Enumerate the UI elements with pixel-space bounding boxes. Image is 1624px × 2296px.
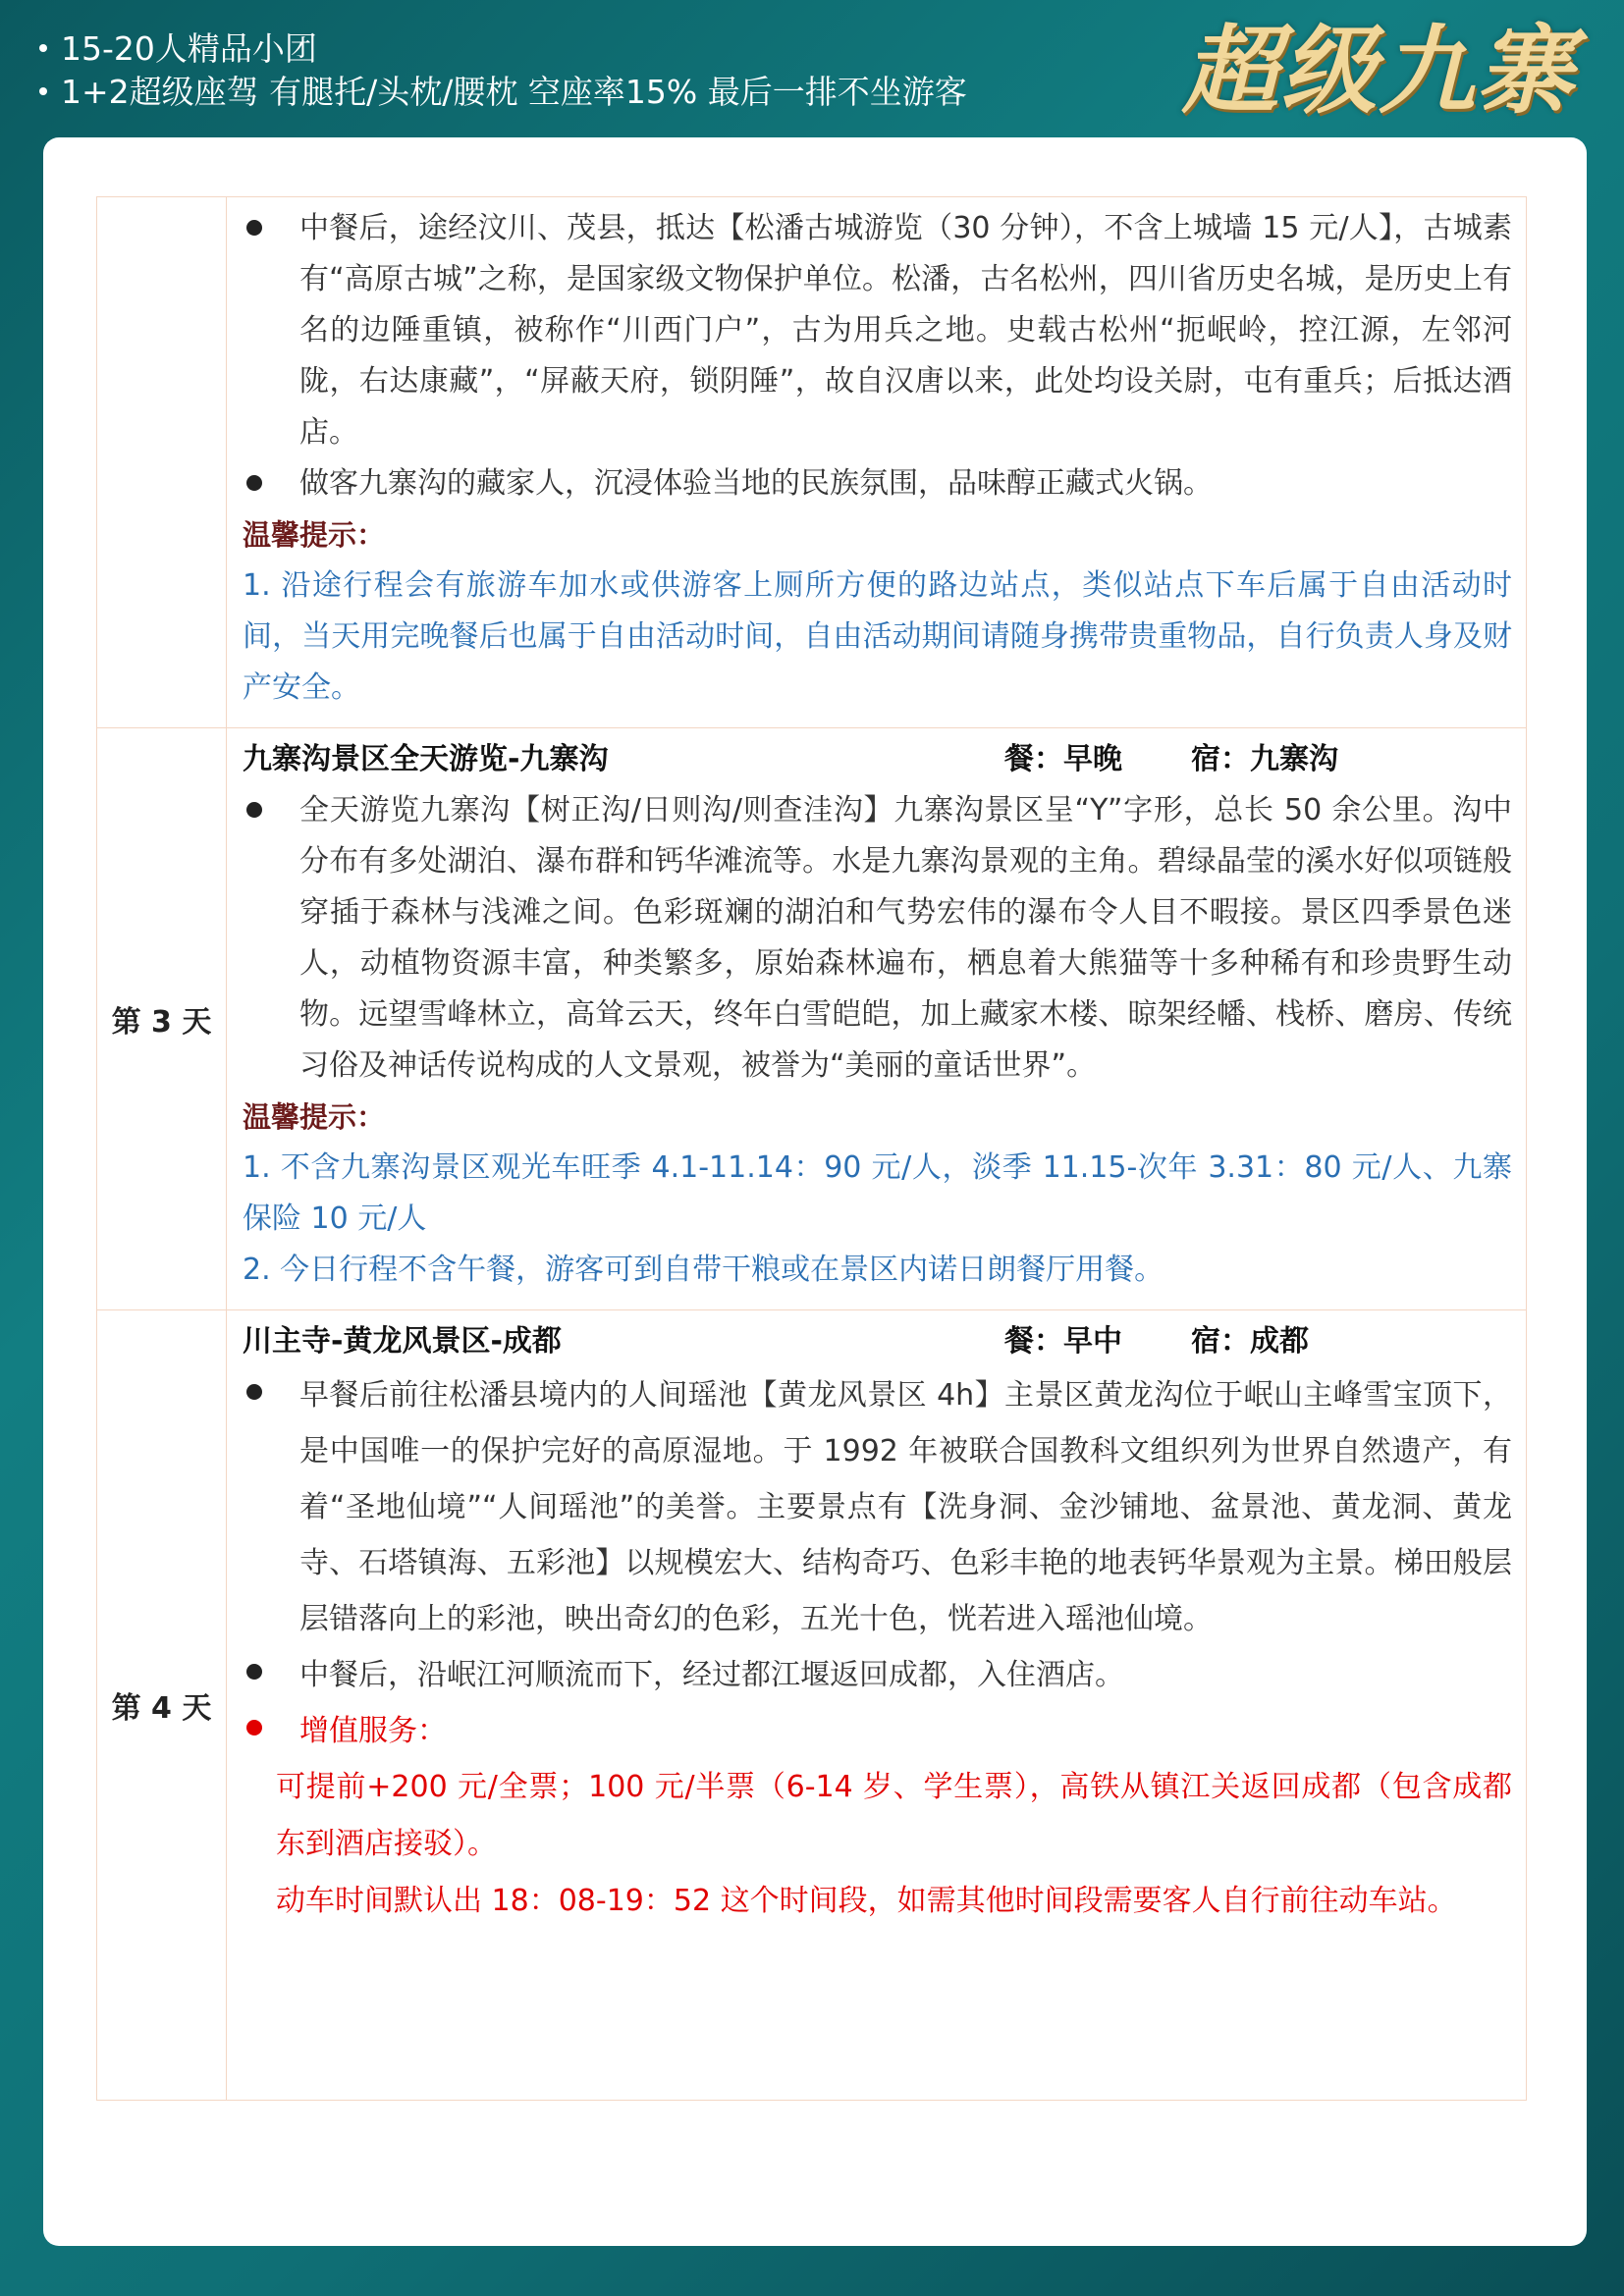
itinerary-card xyxy=(43,137,1587,2246)
itinerary-row xyxy=(97,1310,1527,2101)
day-label-cell: 第 4 天 xyxy=(97,1310,227,2101)
day-title-row xyxy=(243,1316,1512,1367)
list-item-text: 全天游览九寨沟【树正沟/日则沟/则查洼沟】九寨沟景区呈“Y”字形，总长 50 余公里。沟中分布有多处湖泊、瀑布群和钙华滩流等。水是九寨沟景观的主角。碧绿晶莹的溪水好似项链般穿插于森林与浅滩之间。色彩斑斓的湖泊和气势宏伟的瀑布令人目不暇接。景区四季景色迷人，动植物资源丰富，种类繁多，原始森林遍布，栖息着大熊猫等十多种稀有和珍贵野生动物。远望雪峰林立，高耸云天，终年白雪皑皑，加上藏家木楼、晾架经幡、栈桥、磨房、传统习俗及神话传说构成的人文景观，被誉为“美丽的童话世界”。 xyxy=(299,793,1512,1083)
brand-logo: 超级九寨 xyxy=(1181,15,1575,128)
stay-info: 宿：九寨沟 xyxy=(1191,742,1338,776)
bullet-dot-icon xyxy=(243,458,299,509)
itinerary-row xyxy=(97,728,1527,1310)
list-item-text: 中餐后，途经汶川、茂县，抵达【松潘古城游览（30 分钟），不含上城墙 15 元/人】，古城素有“高原古城”之称，是国家级文物保护单位。松潘，古名松州，四川省历史名城，是历史上有名的边陲重镇，被称作“川西门户”，古为用兵之地。史载古松州“扼岷岭，控江源，左邻河陇，右达康藏”，“屏蔽天府，锁阴陲”，故自汉唐以来，此处均设关尉，屯有重兵；后抵达酒店。 xyxy=(299,211,1512,450)
list-item xyxy=(243,458,1512,509)
service-title: 增值服务： xyxy=(299,1714,447,1748)
header-bullet xyxy=(39,27,967,71)
day-title-row xyxy=(243,734,1512,785)
tip-text: 2. 今日行程不含午餐，游客可到自带干粮或在景区内诺日朗餐厅用餐。 xyxy=(243,1253,1164,1287)
list-item-text: 早餐后前往松潘县境内的人间瑶池【黄龙风景区 4h】主景区黄龙沟位于岷山主峰雪宝顶下，是中国唯一的保护完好的高原湿地。于 1992 年被联合国教科文组织列为世界自然遗产，有着“圣地仙境”“人间瑶池”的美誉。主要景点有【洗身洞、金沙铺地、盆景池、黄龙洞、黄龙寺、石塔镇海、五彩池】以规模宏大、结构奇巧、色彩丰艳的地表钙华景观为主景。梯田般层层错落向上的彩池，映出奇幻的色彩，五光十色，恍若进入瑶池仙境。 xyxy=(299,1378,1512,1636)
header-bullets xyxy=(39,27,967,114)
itinerary-row xyxy=(97,197,1527,728)
day-content-cell xyxy=(227,1310,1527,2101)
tip-text: 1. 沿途行程会有旅游车加水或供游客上厕所方便的路边站点，类似站点下车后属于自由活动时间，当天用完晚餐后也属于自由活动时间，自由活动期间请随身携带贵重物品，自行负责人身及财产安全。 xyxy=(243,568,1512,705)
day-content-cell xyxy=(227,728,1527,1310)
day-title: 九寨沟景区全天游览-九寨沟 xyxy=(243,742,609,776)
tip-title: 温馨提示： xyxy=(243,1100,386,1134)
stay-info: 宿：成都 xyxy=(1191,1324,1309,1359)
list-item-text: 做客九寨沟的藏家人，沉浸体验当地的民族氛围，品味醇正藏式火锅。 xyxy=(299,466,1213,501)
header-bullet xyxy=(39,71,967,114)
header-bullet-text: 1+2超级座驾 有腿托/头枕/腰枕 空座率15% 最后一排不坐游客 xyxy=(61,73,967,111)
bullet-dot-icon xyxy=(243,785,299,1092)
list-item xyxy=(243,1647,1512,1703)
day-label-cell: 第 3 天 xyxy=(97,728,227,1310)
header-bullet-text: 15-20人精品小团 xyxy=(61,29,317,68)
red-bullet-dot-icon xyxy=(243,1703,299,1759)
tip-text: 1. 不含九寨沟景区观光车旺季 4.1-11.14：90 元/人，淡季 11.15-次年 3.31：80 元/人、九寨保险 10 元/人 xyxy=(243,1150,1512,1236)
meals-info: 餐：早中 xyxy=(1004,1324,1122,1359)
service-text: 可提前+200 元/全票；100 元/半票（6-14 岁、学生票），高铁从镇江关返回成都（包含成都东到酒店接驳）。 xyxy=(276,1770,1512,1861)
list-item xyxy=(243,203,1512,458)
day-title: 川主寺-黄龙风景区-成都 xyxy=(243,1324,562,1359)
service-text: 动车时间默认出 18：08-19：52 这个时间段，如需其他时间段需要客人自行前往动车站。 xyxy=(276,1884,1457,1918)
day-content-cell xyxy=(227,197,1527,728)
day-label-cell xyxy=(97,197,227,728)
bullet-dot-icon xyxy=(243,203,299,458)
meals-info: 餐：早晚 xyxy=(1004,742,1122,776)
list-item-text: 中餐后，沿岷江河顺流而下，经过都江堰返回成都，入住酒店。 xyxy=(299,1658,1124,1692)
bullet-dot-icon xyxy=(39,44,47,52)
list-item xyxy=(243,1367,1512,1647)
tip-title: 温馨提示： xyxy=(243,518,386,552)
list-item xyxy=(243,785,1512,1092)
bullet-dot-icon xyxy=(243,1367,299,1647)
itinerary-table xyxy=(96,196,1527,2101)
bullet-dot-icon xyxy=(39,87,47,95)
service-header xyxy=(243,1703,1512,1759)
bullet-dot-icon xyxy=(243,1647,299,1703)
